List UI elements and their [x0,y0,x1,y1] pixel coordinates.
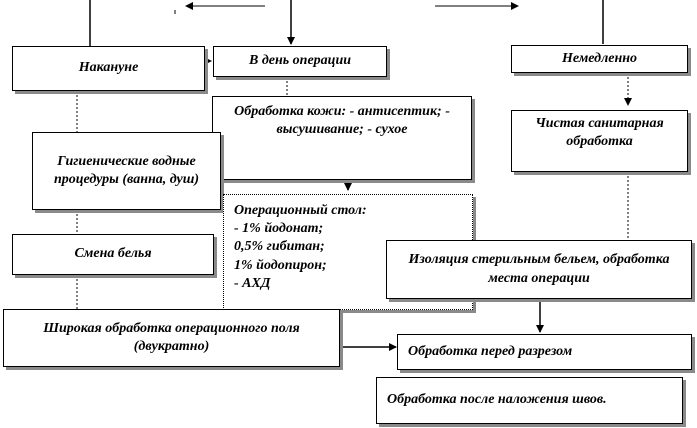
node-operacionnyi-stol-item: - АХД [234,275,271,291]
node-chistaya [511,110,688,172]
node-smena-belya [12,234,214,275]
node-operacionnyi-stol-item: 1% йодопирон; [234,257,327,273]
node-posle-shvov [376,377,683,424]
node-obrabotka-kozhi [212,96,472,180]
node-operacionnyi-stol-item: - 1% йодонат; [234,221,324,237]
node-operacionnyi-stol-title: Операционный стол: [234,203,367,218]
node-obrabotka-kozhi-label: Обработка кожи: - антисептик; - высушивание; - сухое [234,104,450,138]
node-pered-razrezom [397,334,692,370]
node-pered-razrezom-label: Обработка перед разрезом [408,343,573,359]
node-gigienicheskie [32,132,221,210]
node-chistaya-label: Чистая санитарная обработка [535,116,664,150]
node-izolyaciya [386,240,692,299]
node-nemedlenno-label: Немедленно [561,50,638,66]
node-den-operacii [213,46,387,77]
node-gigienicheskie-label: Гигиенические водные процедуры (ванна, душ) [53,153,200,187]
node-nakanune [12,46,205,91]
node-smena-belya-label: Смена белья [74,246,152,262]
node-shirokaya-label: Широкая обработка операционного поля (двукратно) [43,320,300,354]
node-posle-shvov-label: Обработка после наложения швов. [387,392,607,408]
node-shirokaya [3,309,340,367]
node-izolyaciya-label: Изоляция стерильным бельем, обработка места операции [408,252,670,286]
node-operacionnyi-stol-item: 0,5% гибитан; [234,239,325,255]
node-den-operacii-label: В день операции [248,53,352,69]
node-nemedlenno [511,45,688,73]
node-nakanune-label: Накануне [78,60,139,76]
